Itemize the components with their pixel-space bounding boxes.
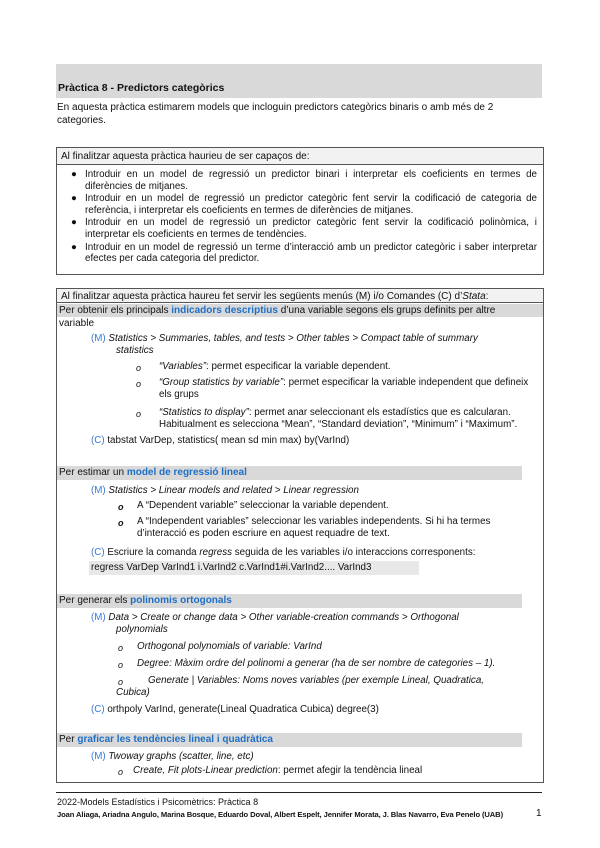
page-title: Pràctica 8 - Predictors categòrics bbox=[58, 82, 225, 94]
orthogonal-option: Orthogonal polynomials of variable: VarInd bbox=[137, 641, 322, 652]
bullet-icon: ● bbox=[71, 169, 77, 180]
circle-bullet-icon: o bbox=[136, 363, 142, 373]
objectives-box bbox=[56, 147, 544, 275]
regression-code: regress VarDep VarInd1 i.VarInd2 c.VarInd1#i.VarInd2.... VarInd3 bbox=[91, 562, 372, 573]
descriptive-heading-cont: variable bbox=[59, 318, 95, 329]
orthogonal-command: (C) orthpoly VarInd, generate(Lineal Quadratica Cubica) degree(3) bbox=[91, 704, 379, 715]
bullet-icon: ● bbox=[71, 217, 77, 229]
bullet-icon: ● bbox=[71, 241, 77, 253]
trends-option: Create, Fit plots-Linear prediction: permet afegir la tendència lineal bbox=[133, 765, 423, 776]
circle-bullet-icon: o bbox=[136, 409, 142, 419]
descriptive-option-cont: Habitualment es selecciona “Mean”, “Standard deviation”, “Minimum” i “Maximum”. bbox=[159, 419, 518, 430]
circle-bullet-icon: o bbox=[118, 518, 124, 528]
orthogonal-menu-path-cont: polynomials bbox=[116, 624, 168, 635]
orthogonal-option-cont: Cubica) bbox=[116, 687, 150, 698]
regression-heading: Per estimar un model de regressió lineal bbox=[59, 467, 247, 478]
intro-paragraph: En aquesta pràctica estimarem models que incloguin predictors categòrics binaris o amb més de 2 categories. bbox=[57, 102, 494, 126]
objective-item: ● Introduir en un model de regressió un terme d’interacció amb un predictor categòric i saber interpretar efectes per cada categoria del predictor. bbox=[71, 241, 537, 265]
descriptive-command: (C) tabstat VarDep, statistics( mean sd min max) by(VarInd) bbox=[91, 435, 350, 446]
orthogonal-menu-path: (M) Data > Create or change data > Other variable-creation commands > Orthogonal bbox=[91, 612, 459, 623]
trends-menu-path: (M) Twoway graphs (scatter, line, etc) bbox=[91, 751, 254, 762]
objective-item: ● Introduir en un model de regressió un predictor categòric fent servir la codificació polinòmica, i interpretar els coeficients en termes de tendències. bbox=[71, 217, 537, 240]
regression-menu-path: (M) Statistics > Linear models and related > Linear regression bbox=[91, 485, 359, 496]
orthogonal-option: Degree: Màxim ordre del polinomi a generar (ha de ser nombre de categories – 1). bbox=[137, 658, 496, 669]
regression-command: (C) Escriure la comanda regress seguida de les variables i/o interaccions corresponents: bbox=[91, 547, 476, 558]
circle-bullet-icon: o bbox=[118, 502, 124, 512]
bullet-icon: ● bbox=[71, 193, 77, 205]
orthogonal-heading: Per generar els polinomis ortogonals bbox=[59, 595, 232, 606]
objective-item: ● Introduir en un model de regressió un predictor binari i interpretar els coeficients en termes de diferències de mitjanes. bbox=[71, 169, 537, 192]
regression-option: A “Dependent variable” seleccionar la variable dependent. bbox=[137, 500, 389, 511]
descriptive-option-cont: els grups bbox=[159, 389, 199, 400]
circle-bullet-icon: o bbox=[136, 379, 142, 389]
circle-bullet-icon: o bbox=[118, 643, 124, 653]
descriptive-menu-path-cont: statistics bbox=[116, 345, 154, 356]
descriptive-option: “Group statistics by variable”: permet especificar la variable independent que defineix bbox=[159, 377, 529, 388]
footer-authors: Joan Aliaga, Ariadna Angulo, Marina Bosque, Eduardo Doval, Albert Espelt, Jennifer Morata, J. Blas Navarro, Eva Penelo (UAB) bbox=[57, 810, 503, 819]
objectives-list bbox=[67, 169, 537, 266]
footer-course: 2022-Models Estadístics i Psicomètrics: Pràctica 8 bbox=[57, 797, 259, 807]
trends-heading: Per graficar les tendències lineal i quadràtica bbox=[59, 734, 273, 745]
descriptive-option: “Variables”: permet especificar la variable dependent. bbox=[159, 361, 391, 372]
circle-bullet-icon: o bbox=[118, 660, 124, 670]
descriptive-heading: Per obtenir els principals indicadors descriptius d’una variable segons els grups definits per altre bbox=[59, 305, 496, 316]
menus-heading: Al finalitzar aquesta pràctica haureu fet servir les següents menús (M) i/o Comandes (C) d’Stata: bbox=[57, 289, 543, 303]
page-number: 1 bbox=[536, 808, 542, 819]
orthogonal-option: Generate | Variables: Noms noves variables (per exemple Lineal, Quadratica, bbox=[148, 675, 484, 686]
descriptive-menu-path: (M) Statistics > Summaries, tables, and tests > Other tables > Compact table of summary bbox=[91, 333, 478, 344]
circle-bullet-icon: o bbox=[118, 677, 124, 687]
regression-option: A “Independent variables” seleccionar les variables independents. Si hi ha termes bbox=[137, 516, 491, 527]
menus-box bbox=[56, 288, 544, 783]
footer-rule bbox=[56, 792, 542, 793]
regression-option-cont: d’interacció es poden escriure en aquest requadre de text. bbox=[137, 528, 390, 539]
descriptive-option: “Statistics to display”: permet anar seleccionant els estadístics que es calcularan. bbox=[159, 407, 511, 418]
objective-item: ● Introduir en un model de regressió un predictor categòric fent servir la codificació de categoria de referència, i interpretar els coeficients en termes de diferències de mitjanes. bbox=[71, 193, 537, 216]
circle-bullet-icon: o bbox=[118, 767, 124, 777]
objectives-heading: Al finalitzar aquesta pràctica haurieu de ser capaços de: bbox=[57, 148, 543, 165]
